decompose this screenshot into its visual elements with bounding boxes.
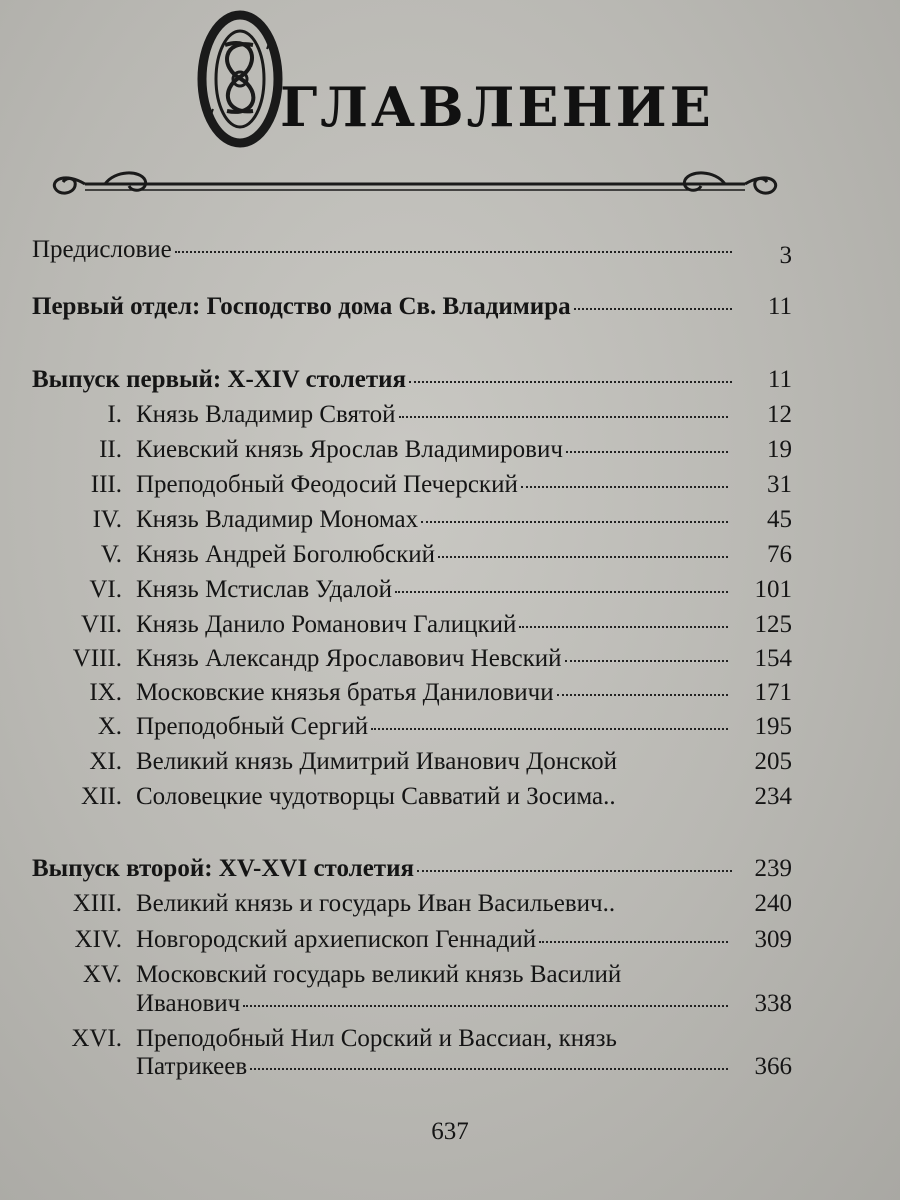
toc-entry-title: Предисловие <box>32 236 172 263</box>
toc-entry-title: Первый отдел: Господство дома Св. Владимира <box>32 293 571 320</box>
leader-dots <box>371 724 728 730</box>
leader-dots <box>566 447 728 453</box>
toc-entry-preface[interactable] <box>0 232 900 268</box>
chapter-number: X. <box>97 713 122 740</box>
toc-entry-chapter[interactable] <box>0 641 900 677</box>
ornamental-initial-icon <box>195 5 285 153</box>
chapter-number: XIII. <box>72 890 122 917</box>
chapter-number: V. <box>100 541 122 568</box>
toc-entry-page: 154 <box>754 645 792 672</box>
toc-entry-title: Преподобный Нил Сорский и Вассиан, князь <box>136 1025 617 1052</box>
toc-entry-title: Князь Владимир Святой <box>136 401 396 428</box>
toc-entry-chapter[interactable] <box>0 572 900 608</box>
page-number: 637 <box>431 1118 469 1145</box>
toc-entry-chapter[interactable] <box>0 886 900 922</box>
toc-entry-title: Московские князья братья Даниловичи <box>136 679 554 706</box>
chapter-number: II. <box>99 436 122 463</box>
leader-dots <box>409 377 732 383</box>
toc-entry-chapter[interactable] <box>0 537 900 573</box>
leader-dots <box>565 656 729 662</box>
leader-dots <box>250 1064 728 1070</box>
toc-entry-chapter[interactable] <box>0 922 900 958</box>
toc-entry-part1[interactable] <box>0 289 900 325</box>
toc-entry-title: Князь Владимир Мономах <box>136 506 419 533</box>
decorative-rule-icon <box>45 162 785 206</box>
toc-entry-page: 101 <box>754 576 792 603</box>
toc-entry-page: 338 <box>754 990 792 1017</box>
leader-dots <box>574 304 732 310</box>
toc-entry-chapter[interactable] <box>0 432 900 468</box>
toc-entry-issue1[interactable] <box>0 362 900 398</box>
toc-entry-page: 11 <box>767 366 792 393</box>
toc-entry-title: Киевский князь Ярослав Владимирович <box>136 436 563 463</box>
toc-entry-title: Великий князь и государь Иван Васильевич.. <box>136 890 616 917</box>
toc-entry-title: Новгородский архиепископ Геннадий <box>136 926 537 953</box>
toc-entry-page: 19 <box>767 436 792 463</box>
chapter-number: VI. <box>89 576 122 603</box>
leader-dots <box>521 482 728 488</box>
toc-entry-title: Преподобный Феодосий Печерский <box>136 471 518 498</box>
leader-dots <box>421 517 728 523</box>
chapter-number: XVI. <box>71 1025 122 1052</box>
toc-entry-page: 309 <box>754 926 792 953</box>
toc-entry-continuation[interactable] <box>0 1049 900 1085</box>
toc-entry-page: 205 <box>754 748 792 775</box>
chapter-number: VIII. <box>72 645 122 672</box>
toc-entry-page: 76 <box>767 541 792 568</box>
toc-entry-title: Князь Александр Ярославович Невский <box>136 645 562 672</box>
toc-entry-issue2[interactable] <box>0 851 900 887</box>
leader-dots <box>438 552 728 558</box>
toc-entry-page: 45 <box>767 506 792 533</box>
toc-entry-chapter[interactable] <box>0 502 900 538</box>
toc-entry-continuation[interactable] <box>0 986 900 1022</box>
toc-entry-title: Князь Данило Романович Галицкий <box>136 611 517 638</box>
toc-entry-page: 31 <box>767 471 792 498</box>
toc-entry-title-continued: Иванович <box>136 990 241 1017</box>
toc-entry-chapter[interactable] <box>0 607 900 643</box>
toc-entry-title: Выпуск второй: XV-XVI столетия <box>32 855 415 882</box>
chapter-number: III. <box>90 471 122 498</box>
toc-entry-title: Московский государь великий князь Василий <box>136 961 622 988</box>
chapter-number: I. <box>107 401 122 428</box>
toc-entry-page: 171 <box>754 679 792 706</box>
toc-entry-chapter[interactable] <box>0 779 900 815</box>
toc-entry-title: Выпуск первый: X-XIV столетия <box>32 366 407 393</box>
toc-entry-chapter[interactable] <box>0 709 900 745</box>
toc-entry-page: 125 <box>754 611 792 638</box>
chapter-number: XIV. <box>74 926 122 953</box>
toc-entry-title: Князь Мстислав Удалой <box>136 576 393 603</box>
toc-entry-page: 195 <box>754 713 792 740</box>
page-title: ГЛАВЛЕНИЕ <box>280 75 714 139</box>
chapter-number: XV. <box>82 961 122 988</box>
leader-dots <box>539 937 728 943</box>
toc-entry-page: 240 <box>754 890 792 917</box>
toc-entry-title: Князь Андрей Боголюбский <box>136 541 435 568</box>
toc-entry-page: 234 <box>754 783 792 810</box>
toc-entry-page: 366 <box>754 1053 792 1080</box>
toc-entry-page: 11 <box>767 293 792 320</box>
toc-entry-chapter[interactable] <box>0 744 900 780</box>
toc-entry-chapter[interactable] <box>0 397 900 433</box>
toc-entry-chapter[interactable] <box>0 467 900 503</box>
leader-dots <box>395 587 728 593</box>
chapter-number: IV. <box>92 506 122 533</box>
leader-dots <box>417 866 732 872</box>
leader-dots <box>519 622 728 628</box>
toc-entry-page: 239 <box>754 855 792 882</box>
chapter-number: XII. <box>81 783 122 810</box>
leader-dots <box>243 1001 728 1007</box>
toc-entry-title: Великий князь Димитрий Иванович Донской <box>136 748 617 775</box>
toc-entry-title: Преподобный Сергий <box>136 713 369 740</box>
toc-entry-page: 12 <box>767 401 792 428</box>
leader-dots <box>175 247 732 253</box>
toc-entry-chapter[interactable] <box>0 675 900 711</box>
leader-dots <box>557 690 728 696</box>
leader-dots <box>399 412 729 418</box>
chapter-number: XI. <box>89 748 122 775</box>
toc-entry-title: Соловецкие чудотворцы Савватий и Зосима.. <box>136 783 616 810</box>
chapter-number: VII. <box>81 611 122 638</box>
toc-entry-title-continued: Патрикеев <box>136 1053 248 1080</box>
toc-entry-page: 3 <box>779 242 792 269</box>
chapter-number: IX. <box>89 679 122 706</box>
